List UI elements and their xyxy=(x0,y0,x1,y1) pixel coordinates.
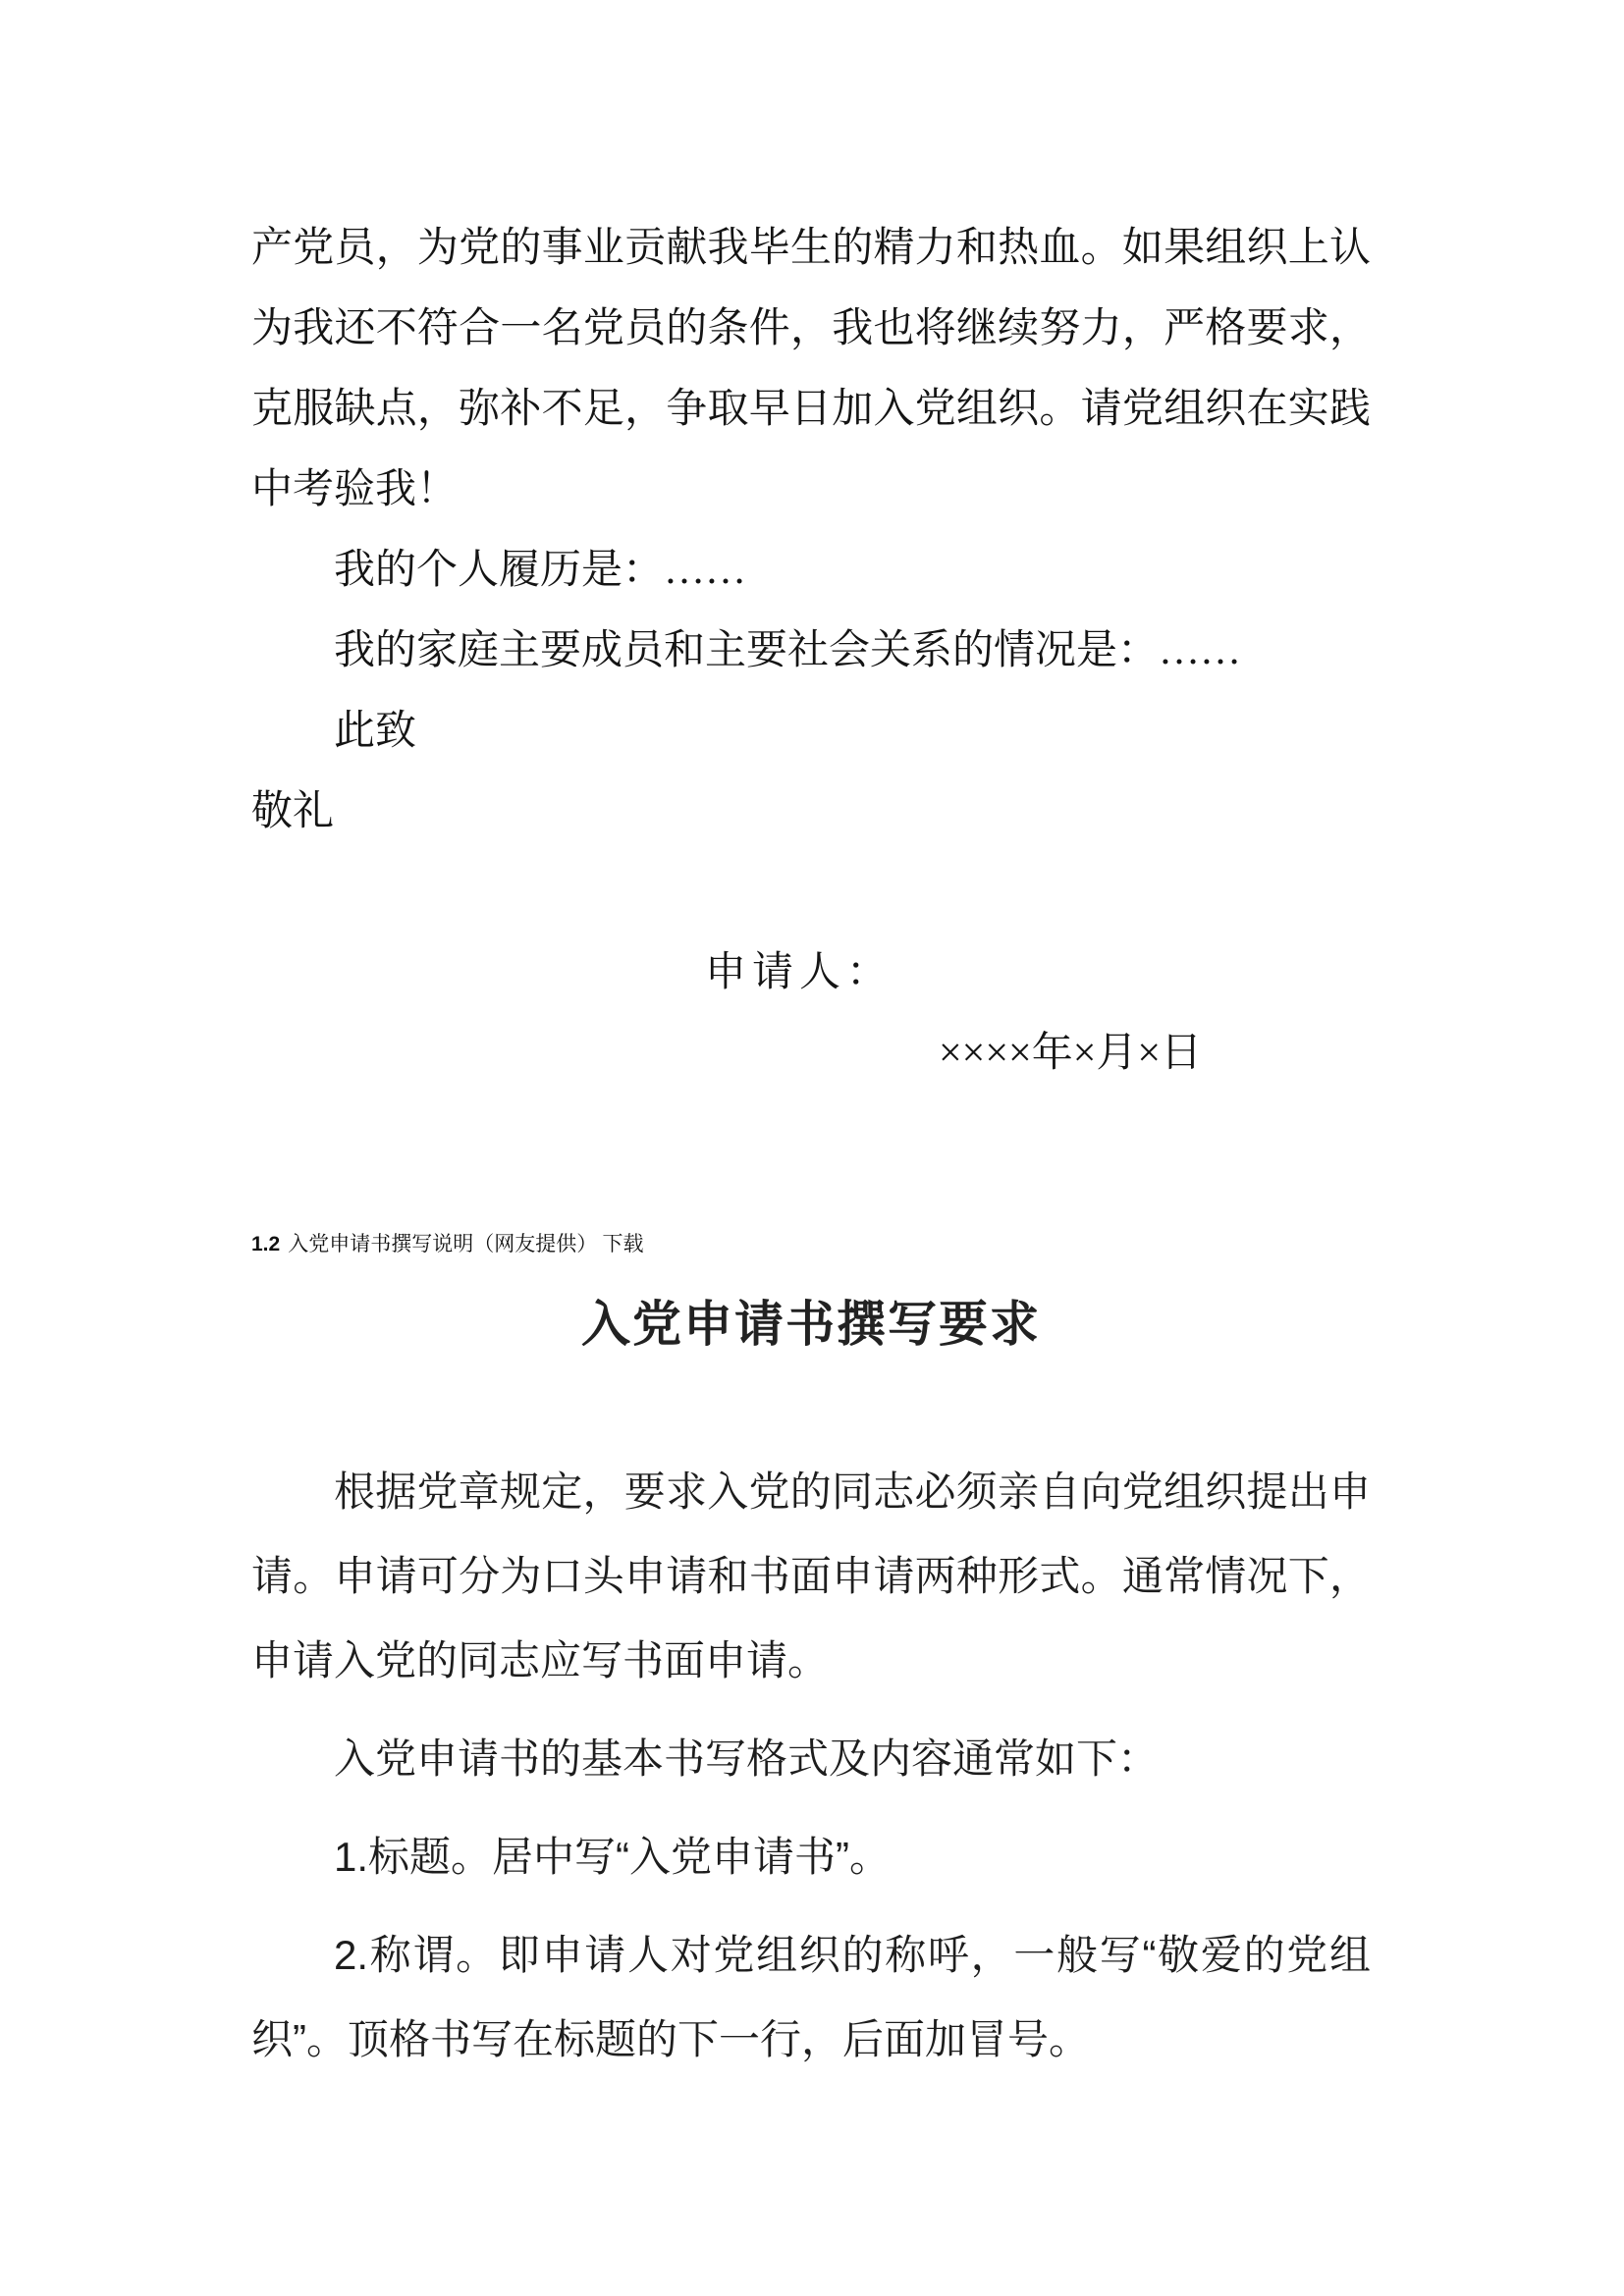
letter-line-resume: 我的个人履历是：…… xyxy=(334,548,747,593)
letter-line-cizhi: 此致 xyxy=(334,709,417,754)
requirements-paragraph-format: 入党申请书的基本书写格式及内容通常如下： xyxy=(334,1735,1160,1782)
requirements-paragraph-intro: 根据党章规定，要求入党的同志必须亲自向党组织提出申请。申请可分为口头申请和书面申请两种形式。通常情况下，申请入党的同志应写书面申请。 xyxy=(251,1468,1371,1683)
requirements-section xyxy=(251,1450,1371,2082)
caption-text: 入党申请书撰写说明（网友提供） 下载 xyxy=(288,1232,644,1255)
requirements-item-title: 1.标题。居中写“入党申请书”。 xyxy=(334,1834,892,1880)
letter-line-family: 我的家庭主要成员和主要社会关系的情况是：…… xyxy=(334,628,1242,673)
applicant-label: 申请人： xyxy=(705,950,894,995)
application-letter-section xyxy=(251,208,1371,1094)
date-line: ××××年×月×日 xyxy=(939,1031,1203,1076)
caption-number: 1.2 xyxy=(251,1233,281,1255)
requirements-item-salutation: 2.称谓。即申请人对党组织的称呼，一般写“敬爱的党组织”。顶格书写在标题的下一行，后面加冒号。 xyxy=(251,1932,1371,2062)
section-caption xyxy=(251,1229,1371,1259)
letter-continuation-paragraph: 产党员，为党的事业贡献我毕生的精力和热血。如果组织上认为我还不符合一名党员的条件，我也将继续努力，严格要求，克服缺点，弥补不足，争取早日加入党组织。请党组织在实践中考验我！ xyxy=(251,226,1371,512)
section-title: 入党申请书撰写要求 xyxy=(581,1297,1041,1352)
letter-line-salute: 敬礼 xyxy=(251,789,335,834)
